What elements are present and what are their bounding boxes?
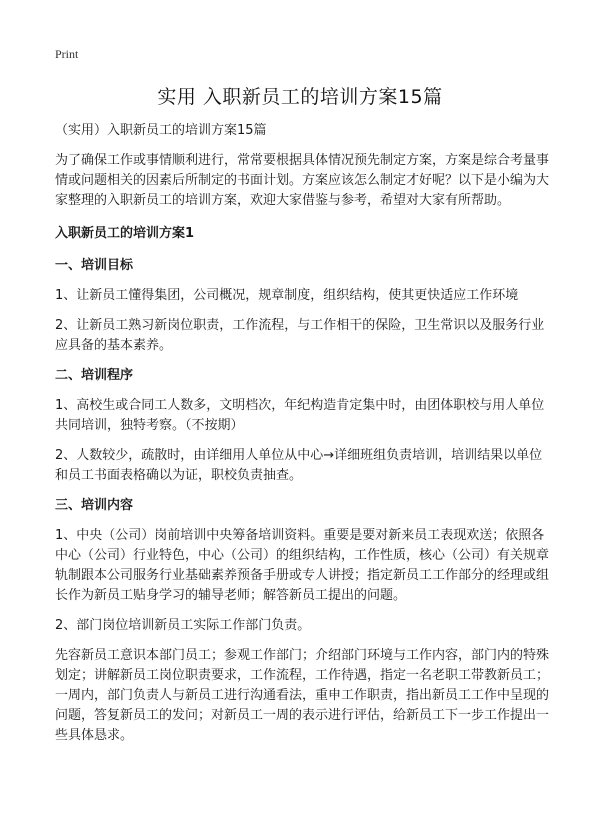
content-item-2: 2、部门岗位培训新员工实际工作部门负责。 — [55, 618, 311, 633]
goal-item-2: 2、让新员工熟习新岗位职责，工作流程，与工作相干的保险，卫生常识以及服务行业应具备的基本素养。 — [55, 318, 545, 353]
section-heading-procedure: 二、培训程序 — [55, 368, 134, 383]
document-subtitle: （实用）入职新员工的培训方案15篇 — [55, 123, 267, 138]
goal-item-1: 1、让新员工懂得集团，公司概况，规章制度，组织结构，使其更快适应工作环境 — [55, 288, 519, 303]
procedure-item-2: 2、人数较少，疏散时，由详细用人单位从中心→详细班组负责培训，培训结果以单位和员工书面表格确以为证，职校负责抽查。 — [55, 448, 543, 483]
section-heading-content: 三、培训内容 — [55, 498, 134, 513]
document-body — [55, 121, 552, 756]
procedure-item-1: 1、高校生或合同工人数多，文明档次，年纪构造肯定集中时，由团体职校与用人单位共同培训，独特考察。（不按期） — [55, 398, 545, 433]
intro-paragraph: 为了确保工作或事情顺利进行，常常要根据具体情况预先制定方案，方案是综合考量事情或问题相关的因素后所制定的书面计划。方案应该怎么制定才好呢？以下是小编为大家整理的入职新员工的培训方案，欢迎大家借鉴与参考，希望对大家有所帮助。 — [55, 153, 550, 208]
content-item-3: 先容新员工意识本部门员工；参观工作部门；介绍部门环境与工作内容，部门内的特殊划定；讲解新员工岗位职责要求，工作流程，工作待遇，指定一名老职工带教新员工；一周内，部门负责人与新员工进行沟通看法，重申工作职责，指出新员工工作中呈现的问题，答复新员工的发问；对新员工一周的表示进行评估，给新员工下一步工作提出一些具体恳求。 — [55, 648, 550, 743]
plan-heading: 入职新员工的培训方案1 — [55, 226, 195, 241]
page-title: 实用 入职新员工的培训方案15篇 — [157, 86, 443, 108]
content-item-1: 1、中央（公司）岗前培训中央筹备培训资料。重要是要对新来员工表现欢送；依照各中心（公司）行业特色，中心（公司）的组织结构，工作性质，核心（公司）有关规章轨制跟本公司服务行业基础素养预备手册或专人讲授；指定新员工工作部分的经理或组长作为新员工贴身学习的辅导老师；解答新员工提出的问题。 — [55, 528, 550, 603]
section-heading-goals: 一、培训目标 — [55, 258, 134, 273]
print-label: Print — [55, 47, 79, 61]
